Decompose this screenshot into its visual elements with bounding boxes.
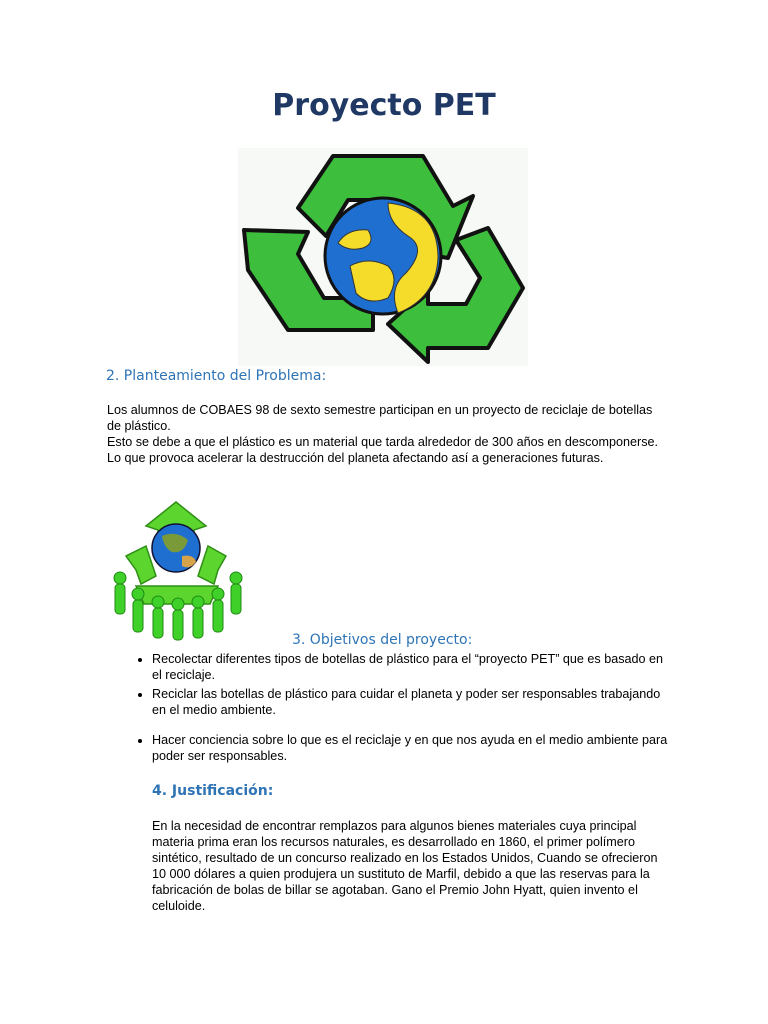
problem-paragraph-2: Esto se debe a que el plástico es un material que tarda alrededor de 300 años en descomponerse. Lo que provoca acelerar la destrucción del planeta afectando así a generaciones futuras.	[107, 435, 658, 465]
justification-paragraph: En la necesidad de encontrar remplazos para algunos bienes materiales cuya principal materia prima eran los recursos naturales, es desarrollado en 1860, el primer polímero sintético, resultado de un concurso realizado en los Estados Unidos, Cuando se ofrecieron 10 000 dólares a quien produjera un sustituto de Marfil, debido a que las reservas para la fabricación de bolas de billar se agotaban. Gano el Premio John Hyatt, quien invento el celuloide.	[152, 819, 658, 913]
section-heading-justificacion: 4. Justificación:	[152, 783, 274, 799]
page-title: Proyecto PET	[272, 88, 496, 123]
problem-description	[107, 402, 667, 466]
section-heading-problema: 2. Planteamiento del Problema:	[106, 368, 327, 384]
objectives-list	[130, 651, 672, 767]
list-item: • Reciclar las botellas de plástico para cuidar el planeta y poder ser responsables trabajando en el medio ambiente.	[152, 686, 672, 718]
list-item: • Hacer conciencia sobre lo que es el reciclaje y en que nos ayuda en el medio ambiente para poder ser responsables.	[152, 732, 672, 764]
section-heading-objetivos: 3. Objetivos del proyecto:	[292, 632, 473, 648]
globe-icon	[325, 198, 441, 314]
recycle-people-globe-icon	[106, 496, 248, 642]
list-item: • Recolectar diferentes tipos de botellas de plástico para el “proyecto PET” que es basado en el reciclaje.	[152, 651, 672, 683]
problem-paragraph-1: Los alumnos de COBAES 98 de sexto semestre participan en un proyecto de reciclaje de botellas de plástico.	[107, 403, 653, 433]
recycle-globe-icon	[238, 148, 528, 366]
